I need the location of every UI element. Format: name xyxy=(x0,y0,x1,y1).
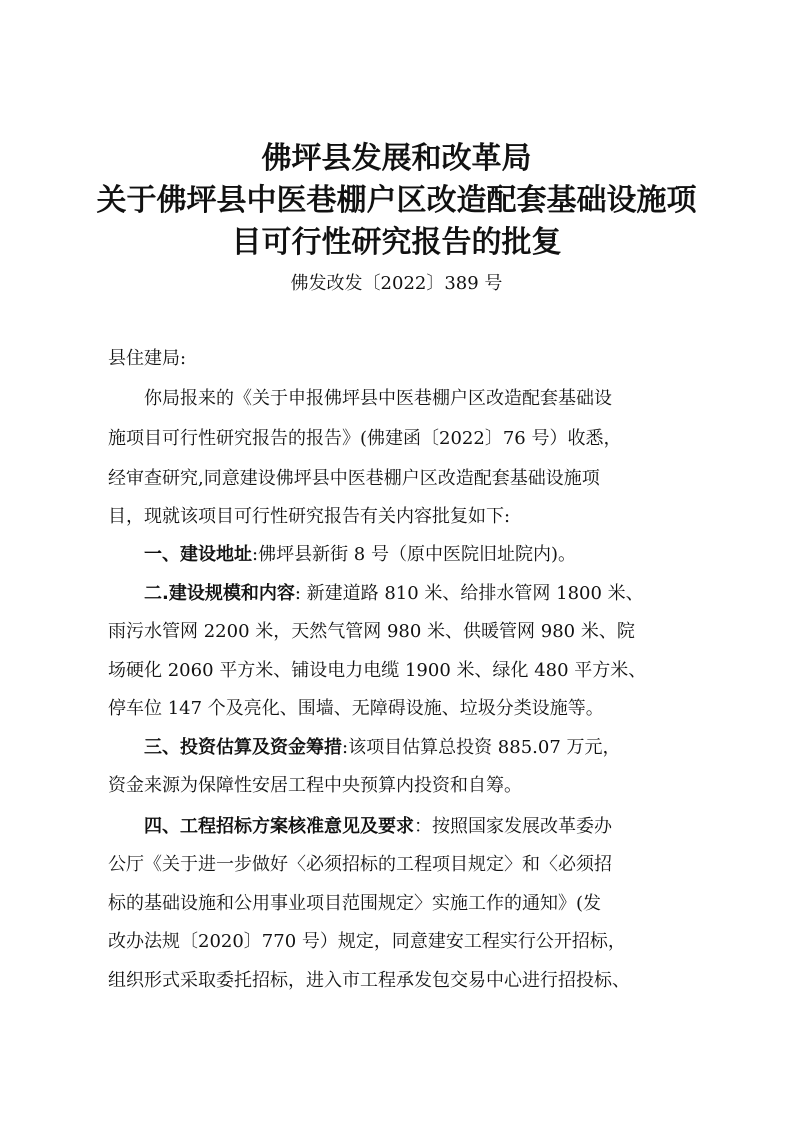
section-2-line xyxy=(144,581,644,607)
section-1-heading: 一、建设地址 xyxy=(144,544,252,565)
section-2-text-line: 场硬化 2060 平方米、铺设电力电缆 1900 米、绿化 480 平方米、 xyxy=(108,660,647,681)
section-4-text-line: 公厅《关于进一步做好〈必须招标的工程项目规定〉和〈必须招 xyxy=(108,854,612,875)
section-3-text: :该项目估算总投资 885.07 万元， xyxy=(342,737,621,758)
section-2-text-line: 雨污水管网 2200 米，天然气管网 980 米、供暖管网 980 米、院 xyxy=(108,621,635,642)
document-title-line-2: 关于佛坪县中医巷棚户区改造配套基础设施项 xyxy=(96,183,697,218)
section-2-text: : 新建道路 810 米、给排水管网 1800 米、 xyxy=(294,583,644,604)
section-2-text-line: 停车位 147 个及亮化、围墙、无障碍设施、垃圾分类设施等。 xyxy=(108,698,604,719)
document-title-line-1: 佛坪县发展和改革局 xyxy=(261,141,532,176)
body-line: 施项目可行性研究报告的报告》(佛建函〔2022〕76 号）收悉， xyxy=(108,428,622,449)
body-line: 目，现就该项目可行性研究报告有关内容批复如下: xyxy=(108,506,511,527)
section-3-line xyxy=(144,735,621,761)
section-4-heading: 四、工程招标方案核准意见及要求 xyxy=(144,816,414,837)
document-title-line-3: 目可行性研究报告的批复 xyxy=(231,225,562,260)
section-1-text: :佛坪县新街 8 号（原中医院旧址院内)。 xyxy=(252,544,576,565)
section-4-line xyxy=(144,814,612,840)
body-line: 经审查研究,同意建设佛坪县中医巷棚户区改造配套基础设施项 xyxy=(108,468,600,489)
section-3-heading: 三、投资估算及资金筹措 xyxy=(144,737,342,758)
section-2-heading: 二.建设规模和内容 xyxy=(144,583,295,604)
section-1-line xyxy=(144,542,576,568)
body-line: 你局报来的《关于申报佛坪县中医巷棚户区改造配套基础设 xyxy=(144,388,612,409)
section-4-text-line: 改办法规〔2020〕770 号）规定，同意建安工程实行公开招标， xyxy=(108,931,626,952)
section-4-text-line: 标的基础设施和公用事业项目范围规定〉实施工作的通知》(发 xyxy=(108,893,602,914)
section-4-text: ：按照国家发展改革委办 xyxy=(414,816,612,837)
section-4-text-line: 组织形式采取委托招标，进入市工程承发包交易中心进行招投标、 xyxy=(108,970,630,991)
section-3-text-line: 资金来源为保障性安居工程中央预算内投资和自筹。 xyxy=(108,775,522,796)
addressee: 县住建局: xyxy=(108,348,187,369)
document-number: 佛发改发〔2022〕389 号 xyxy=(290,273,503,294)
